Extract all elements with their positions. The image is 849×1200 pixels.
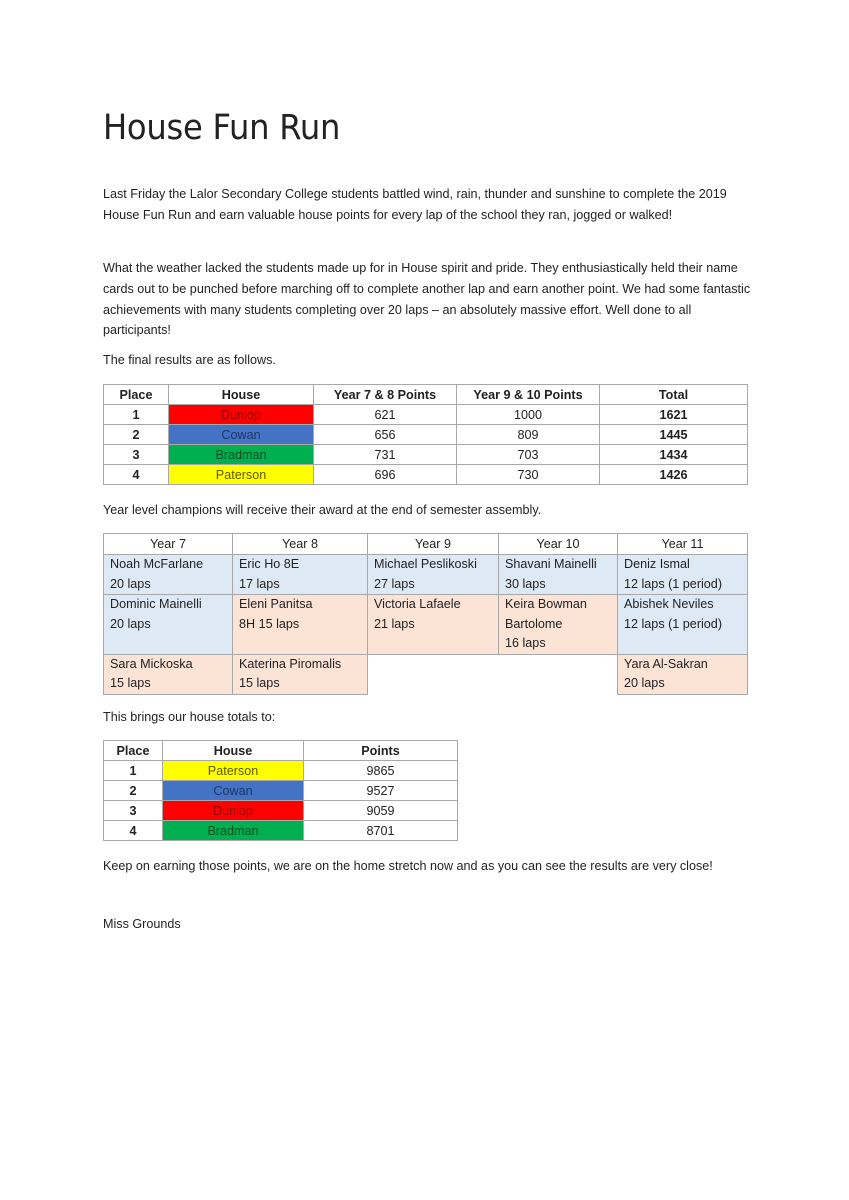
table-row <box>104 445 748 465</box>
empty-cell <box>368 654 499 694</box>
champion-laps: 20 laps <box>624 676 665 690</box>
header-year10: Year 10 <box>499 534 618 555</box>
champion-cell <box>618 654 748 694</box>
header-year7: Year 7 <box>104 534 233 555</box>
total-cell: 1445 <box>600 425 748 445</box>
champion-cell <box>499 595 618 655</box>
table-row <box>104 595 748 655</box>
header-points: Points <box>304 741 458 761</box>
table-row <box>104 425 748 445</box>
champion-laps: 15 laps <box>239 676 280 690</box>
champion-laps: 15 laps <box>110 676 151 690</box>
champion-laps: 16 laps <box>505 636 546 650</box>
place-cell: 2 <box>104 781 163 801</box>
intro-paragraph: Last Friday the Lalor Secondary College students battled wind, rain, thunder and sunshine to complete the 2019 House Fun Run and earn valuable house points for every lap of the school they ran, jogged or walked! <box>103 187 727 222</box>
house-cell: Bradman <box>169 445 314 465</box>
champion-laps: 8H 15 laps <box>239 616 300 631</box>
header-y910: Year 9 & 10 Points <box>457 385 600 405</box>
table-header-row <box>104 385 748 405</box>
y78-cell: 656 <box>314 425 457 445</box>
champion-name: Abishek Neviles <box>624 597 714 611</box>
closing-paragraph: Keep on earning those points, we are on the home stretch now and as you can see the results are very close! <box>103 859 713 873</box>
champion-name: Eric Ho 8E <box>239 557 300 571</box>
table-row <box>104 801 458 821</box>
place-cell: 4 <box>104 465 169 485</box>
champion-name: Dominic Mainelli <box>110 597 202 611</box>
champion-cell <box>618 595 748 655</box>
champion-laps: 21 laps <box>374 616 415 631</box>
header-place: Place <box>104 385 169 405</box>
champion-name: Keira Bowman Bartolome <box>505 597 587 631</box>
table-row <box>104 781 458 801</box>
champion-name: Shavani Mainelli <box>505 557 597 571</box>
points-cell: 8701 <box>304 821 458 841</box>
points-cell: 9527 <box>304 781 458 801</box>
house-totals-table <box>103 740 458 841</box>
house-cell: Cowan <box>169 425 314 445</box>
total-cell: 1621 <box>600 405 748 425</box>
place-cell: 1 <box>104 761 163 781</box>
page-title: House Fun Run <box>103 108 341 148</box>
place-cell: 3 <box>104 445 169 465</box>
table-header-row <box>104 534 748 555</box>
place-cell: 4 <box>104 821 163 841</box>
champion-cell <box>368 595 499 655</box>
table-row <box>104 465 748 485</box>
total-cell: 1434 <box>600 445 748 465</box>
champion-laps: 20 laps <box>110 576 151 591</box>
champion-cell <box>233 555 368 595</box>
champion-laps: 20 laps <box>110 616 151 631</box>
spirit-paragraph: What the weather lacked the students made up for in House spirit and pride. They enthusiastically held their name cards out to be punched before marching off to complete another lap and earn another point. We had some fantastic achievements with many students completing over 20 laps – an absolutely massive effort. Well done to all participants! <box>103 261 751 338</box>
champion-cell <box>104 654 233 694</box>
house-cell: Paterson <box>169 465 314 485</box>
house-cell: Dunlop <box>169 405 314 425</box>
house-cell: Cowan <box>163 781 304 801</box>
champion-name: Yara Al-Sakran <box>624 656 708 671</box>
totals-intro: This brings our house totals to: <box>103 710 276 724</box>
champion-cell <box>233 595 368 655</box>
champion-laps: 30 laps <box>505 576 546 591</box>
champion-cell <box>368 555 499 595</box>
champion-cell <box>104 595 233 655</box>
table-header-row <box>104 741 458 761</box>
empty-cell <box>499 654 618 694</box>
table-row <box>104 555 748 595</box>
total-cell: 1426 <box>600 465 748 485</box>
champions-intro: Year level champions will receive their award at the end of semester assembly. <box>103 503 542 517</box>
house-cell: Paterson <box>163 761 304 781</box>
y910-cell: 730 <box>457 465 600 485</box>
y78-cell: 621 <box>314 405 457 425</box>
champion-cell <box>104 555 233 595</box>
champions-table <box>103 533 748 695</box>
header-year9: Year 9 <box>368 534 499 555</box>
table-row <box>104 821 458 841</box>
champion-name: Deniz Ismal <box>624 557 690 571</box>
header-place: Place <box>104 741 163 761</box>
champion-laps: 12 laps (1 period) <box>624 616 723 631</box>
champion-laps: 12 laps (1 period) <box>624 576 723 591</box>
y910-cell: 1000 <box>457 405 600 425</box>
table-row <box>104 761 458 781</box>
champion-name: Michael Peslikoski <box>374 557 477 571</box>
place-cell: 2 <box>104 425 169 445</box>
results-table <box>103 384 748 485</box>
house-cell: Dunlop <box>163 801 304 821</box>
y910-cell: 703 <box>457 445 600 465</box>
champion-cell <box>499 555 618 595</box>
house-cell: Bradman <box>163 821 304 841</box>
signature: Miss Grounds <box>103 917 181 931</box>
champion-name: Katerina Piromalis <box>239 656 342 671</box>
y78-cell: 731 <box>314 445 457 465</box>
header-y78: Year 7 & 8 Points <box>314 385 457 405</box>
place-cell: 3 <box>104 801 163 821</box>
champion-name: Eleni Panitsa <box>239 597 313 611</box>
place-cell: 1 <box>104 405 169 425</box>
champion-name: Noah McFarlane <box>110 557 204 571</box>
champion-cell <box>233 654 368 694</box>
header-year8: Year 8 <box>233 534 368 555</box>
header-total: Total <box>600 385 748 405</box>
header-house: House <box>163 741 304 761</box>
points-cell: 9059 <box>304 801 458 821</box>
champion-laps: 17 laps <box>239 576 280 591</box>
champion-name: Sara Mickoska <box>110 656 193 671</box>
champion-laps: 27 laps <box>374 576 415 591</box>
y78-cell: 696 <box>314 465 457 485</box>
champion-name: Victoria Lafaele <box>374 597 461 611</box>
table-row <box>104 654 748 694</box>
y910-cell: 809 <box>457 425 600 445</box>
results-intro: The final results are as follows. <box>103 353 276 367</box>
header-year11: Year 11 <box>618 534 748 555</box>
points-cell: 9865 <box>304 761 458 781</box>
header-house: House <box>169 385 314 405</box>
table-row <box>104 405 748 425</box>
champion-cell <box>618 555 748 595</box>
